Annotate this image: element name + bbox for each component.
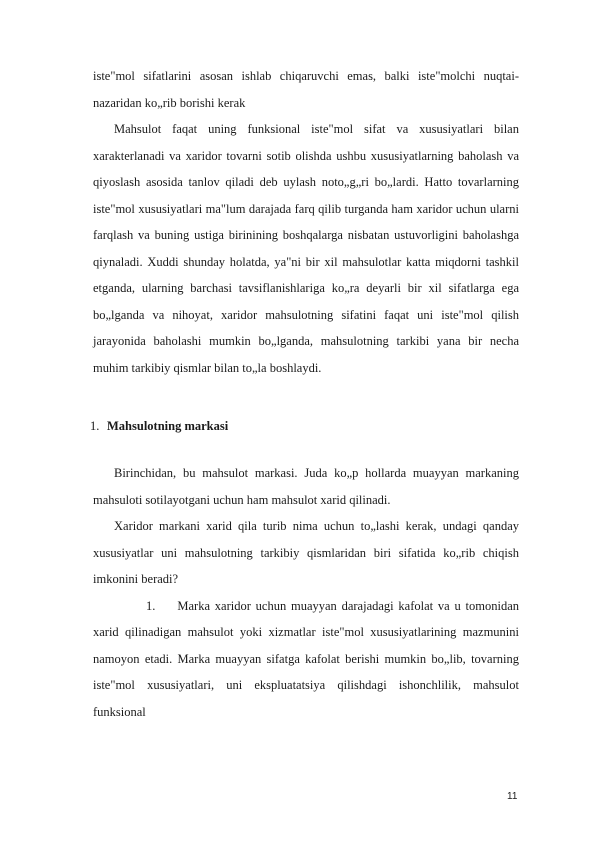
numbered-item-number: 1. bbox=[146, 598, 156, 613]
section-heading bbox=[90, 413, 228, 439]
bottom-text-block bbox=[93, 460, 519, 725]
paragraph-brand-intro: Birinchidan, bu mahsulot markasi. Juda ko„p hollarda muayyan markaning mahsuloti sotilayotgani uchun ham mahsulot xarid qilinadi. bbox=[93, 466, 519, 507]
numbered-item bbox=[93, 593, 519, 726]
section-heading-number: 1. bbox=[90, 419, 100, 433]
page-number: 11 bbox=[507, 791, 518, 802]
numbered-item-text: Marka xaridor uchun muayyan darajadagi kafolat va u tomonidan xarid qilinadigan mahsulot yoki xizmatlar iste"mol xususiyatlarining mazmunini namoyon etadi. Marka muayyan sifatga kafolat berishi mumkin bo„lib, tovarning iste"mol xususiyatlari, uni ekspluatatsiya qilishdagi ishonchlilik, mahsulot funksional bbox=[93, 598, 519, 719]
section-heading-title: Mahsulotning markasi bbox=[107, 419, 229, 433]
top-text-block bbox=[93, 63, 519, 381]
paragraph-product-properties: Mahsulot faqat uning funksional iste"mol sifat va xususiyatlari bilan xarakterlanadi va xaridor tovarni sotib olishda ushbu xususiyatlarning baholash va qiyoslash asosida tanlov qiladi deb uylash noto„g„ri bo„lardi. Hatto tovarlarning iste"mol xususiyatlari ma"lum darajada farq qilib turganda ham xaridor uchun ularni farqlash va buning ustiga birinining boshqalarga nisbatan ustuvorligini baholashga qiynaladi. Xuddi shunday holatda, ya"ni bir xil mahsulotlar katta miqdorni tashkil etganda, ularning barchasi tavsiflanishlariga ko„ra deyarli bir xil sifatlarga ega bo„lganda va nihoyat, xaridor mahsulotning sifatini faqat uni iste"mol qilish jarayonida baholashi mumkin bo„lganda, mahsulotning tarkibi yana bir necha muhim tarkibiy qismlar bilan to„la boshlaydi. bbox=[93, 122, 519, 375]
paragraph-continuation: iste"mol sifatlarini asosan ishlab chiqaruvchi emas, balki iste"molchi nuqtai-nazaridan ko„rib borishi kerak bbox=[93, 69, 519, 110]
paragraph-brand-question: Xaridor markani xarid qila turib nima uchun to„lashi kerak, undagi qanday xususiyatlar uni mahsulotning tarkibiy qismlaridan biri sifatida ko„rib chiqish imkonini beradi? bbox=[93, 519, 519, 586]
